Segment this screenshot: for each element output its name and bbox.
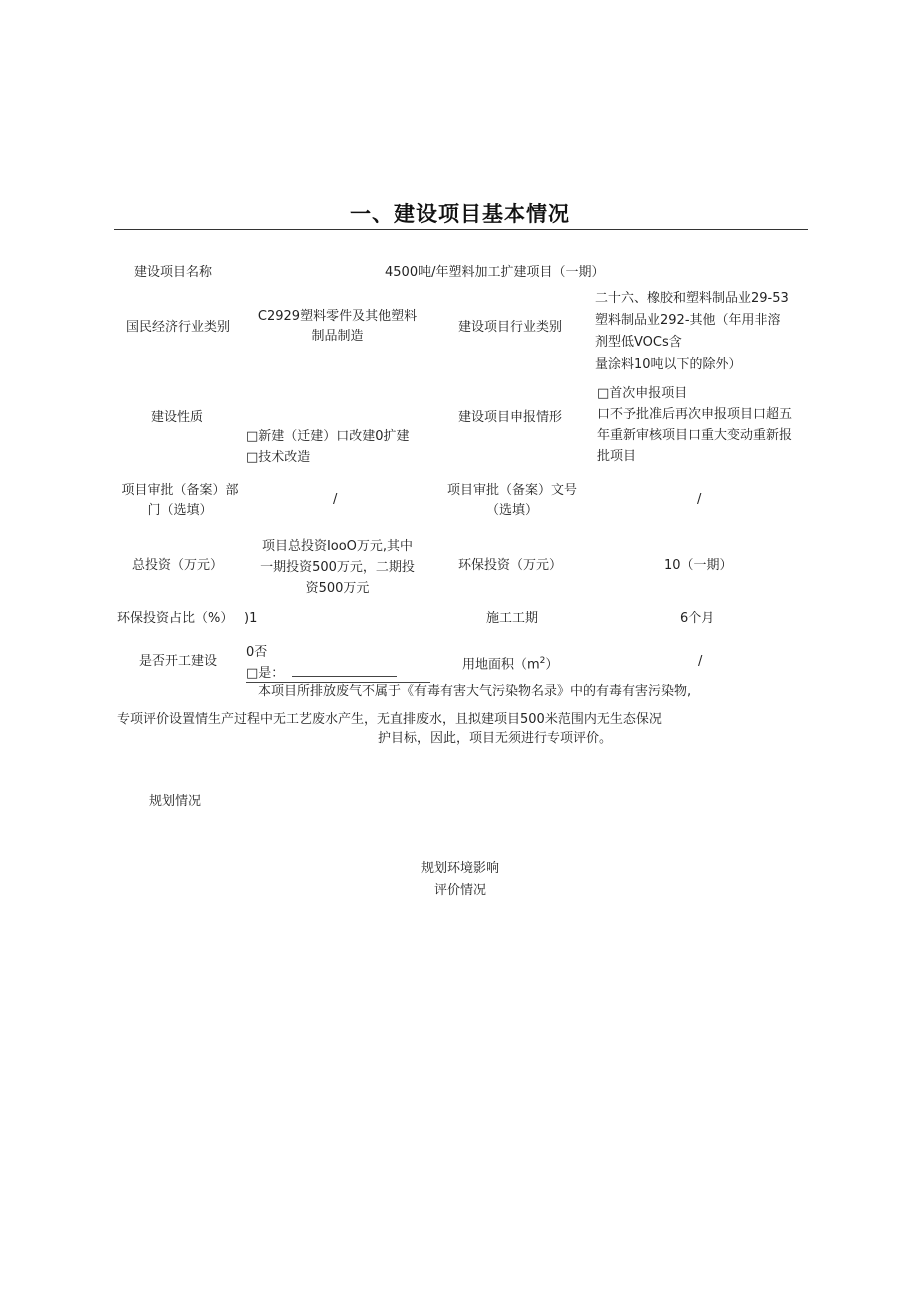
label-construction-nature: 建设性质 — [151, 410, 204, 425]
value-construction-started — [246, 642, 446, 684]
value-application-case-line: 口不予批准后再次申报项目口超五 — [597, 407, 793, 422]
value-project-name: 4500吨/年塑料加工扩建项目（一期） — [385, 265, 605, 280]
value-construction-period: 6个月 — [680, 611, 715, 626]
value-total-investment — [240, 536, 435, 599]
value-total-investment-line: 资500万元 — [305, 581, 370, 596]
value-application-case — [597, 383, 812, 467]
value-land-area: / — [698, 654, 703, 669]
label-approval-department-line: 项目审批（备案）部 — [121, 483, 239, 498]
label-land-area — [462, 651, 558, 675]
value-construction-nature-line: □新建（迁建）口改建0扩建 — [246, 429, 410, 444]
label-national-industry: 国民经济行业类别 — [126, 320, 231, 335]
value-total-investment-line: 项目总投资IooO万元,其中 — [261, 539, 414, 554]
value-project-industry-line: 二十六、橡胶和塑料制品业29-53 — [595, 291, 789, 306]
label-land-area-text: 用地面积（m — [462, 657, 540, 673]
value-construction-nature — [246, 426, 446, 468]
special-eval-line1: 本项目所排放废气不属于《有毒有害大气污染物名录》中的有毒有害污染物, — [258, 684, 692, 699]
label-construction-period: 施工工期 — [486, 611, 539, 626]
option-yes-blank — [292, 664, 397, 677]
label-approval-number-line: （选填） — [485, 503, 538, 518]
value-env-investment: 10（一期） — [664, 558, 733, 573]
label-construction-started: 是否开工建设 — [139, 654, 218, 669]
label-approval-department — [110, 481, 250, 521]
label-application-case: 建设项目申报情形 — [458, 410, 563, 425]
value-application-case-line: 年重新审核项目口重大变动重新报 — [597, 428, 793, 443]
label-env-investment-ratio: 环保投资占比（%） — [117, 611, 234, 626]
special-eval-line2: 专项评价设置情生产过程中无工艺废水产生，无直排废水，且拟建项目500米范围内无生态保况 — [117, 712, 662, 727]
value-construction-nature-line: □技术改造 — [246, 450, 311, 465]
special-eval-line3: 护目标，因此，项目无须进行专项评价。 — [378, 731, 613, 746]
value-national-industry-line: 制品制造 — [311, 329, 364, 344]
option-yes — [246, 663, 446, 684]
page-title: 一、建设项目基本情况 — [350, 202, 570, 226]
label-planning-env — [400, 858, 520, 902]
value-approval-department: / — [333, 492, 338, 507]
label-planning-env-line: 规划环境影响 — [420, 861, 499, 876]
label-project-industry: 建设项目行业类别 — [458, 320, 563, 335]
label-approval-number — [437, 481, 587, 521]
value-application-case-line: □首次申报项目 — [597, 386, 688, 401]
label-approval-department-line: 门（选填） — [147, 503, 213, 518]
value-project-industry-line: 量涂料10吨以下的除外） — [595, 357, 742, 372]
title-rule — [114, 229, 808, 230]
label-total-investment: 总投资（万元） — [132, 558, 224, 573]
label-project-name: 建设项目名称 — [134, 265, 213, 280]
label-land-area-tail: ） — [545, 657, 559, 673]
value-approval-number: / — [697, 492, 702, 507]
value-project-industry — [595, 288, 810, 376]
label-approval-number-line: 项目审批（备案）文号 — [446, 483, 577, 498]
value-application-case-line: 批项目 — [597, 449, 637, 464]
value-project-industry-line: 塑料制品业292-其他（年用非溶 — [595, 313, 781, 328]
value-env-investment-ratio: )1 — [244, 611, 258, 626]
value-national-industry — [240, 307, 435, 347]
label-env-investment: 环保投资（万元） — [458, 558, 563, 573]
option-yes-label: □是： — [246, 666, 285, 681]
value-national-industry-line: C2929塑料零件及其他塑料 — [257, 309, 418, 324]
option-no: 0否 — [246, 645, 268, 660]
value-project-industry-line: 剂型低VOCs含 — [595, 335, 682, 350]
label-land-area-sup: 2 — [539, 656, 546, 666]
label-planning: 规划情况 — [149, 794, 202, 809]
value-total-investment-line: 一期投资500万元，二期投 — [260, 560, 415, 575]
label-planning-env-line: 评价情况 — [433, 883, 486, 898]
